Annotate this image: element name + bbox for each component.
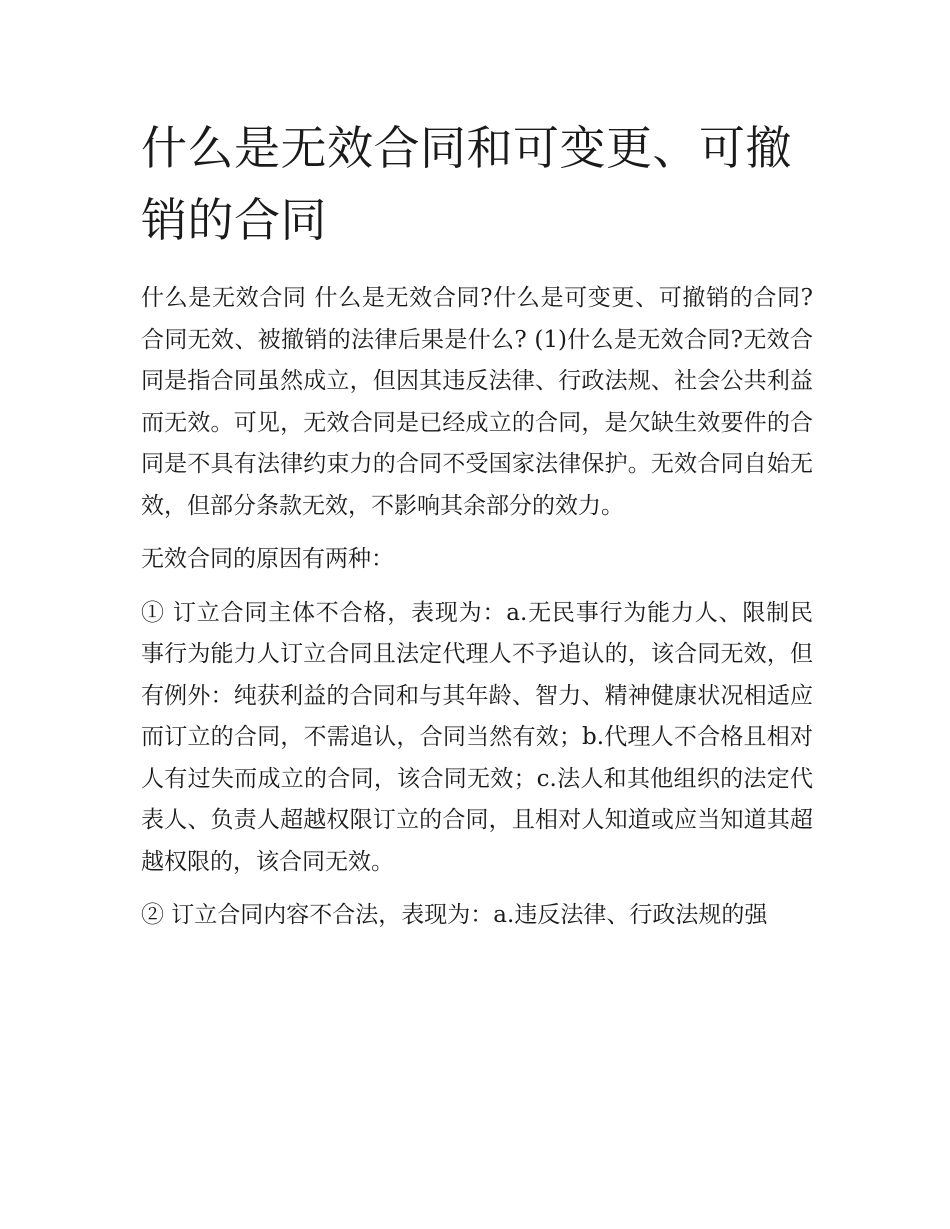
paragraph-cause-content: ② 订立合同内容不合法，表现为：a.违反法律、行政法规的强	[141, 902, 768, 928]
document-title: 什么是无效合同和可变更、可撤销的合同	[141, 121, 792, 247]
paragraph-causes-heading: 无效合同的原因有两种：	[141, 546, 394, 572]
paragraph-intro: 什么是无效合同 什么是无效合同?什么是可变更、可撤销的合同?合同无效、被撤销的法律后果是什么? (1)什么是无效合同?无效合同是指合同虽然成立，但因其违反法律、行政法规、社会公共利益而无效。可见，无效合同是已经成立的合同，是欠缺生效要件的合同是不具有法律约束力的合同不受国家法律保护。无效合同自始无效，但部分条款无效，不影响其余部分的效力。	[141, 285, 813, 519]
document-page	[141, 112, 813, 937]
paragraph-cause-subject: ① 订立合同主体不合格，表现为：a.无民事行为能力人、限制民事行为能力人订立合同且法定代理人不予追认的，该合同无效，但有例外：纯获利益的合同和与其年龄、智力、精神健康状况相适应而订立的合同，不需追认，合同当然有效；b.代理人不合格且相对人有过失而成立的合同，该合同无效；c.法人和其他组织的法定代表人、负责人超越权限订立的合同，且相对人知道或应当知道其超越权限的，该合同无效。	[141, 599, 813, 875]
